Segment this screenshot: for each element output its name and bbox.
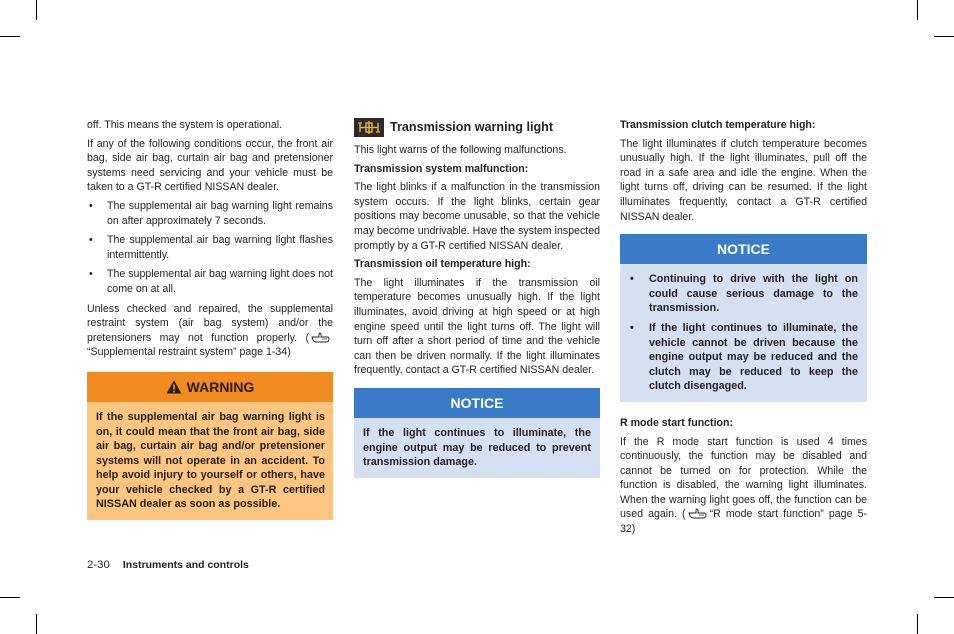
list-item: • The supplemental air bag warning light remains on after approximately 7 seconds. xyxy=(87,199,333,228)
subheading: R mode start function: xyxy=(620,416,733,429)
paragraph xyxy=(87,302,333,360)
section-title-text: Transmission warning light xyxy=(390,120,554,135)
bullet-list xyxy=(87,199,333,297)
paragraph: The light illuminates if the transmission oil temperature becomes unusually high. If the light illuminates, avoid driving at high speed or at high engine speed until the light turns off. The light will turn off after a short period of time and the vehicle can then be driven normally. If the light illuminates frequently, contact a GT-R certified NISSAN dealer. xyxy=(354,276,600,377)
column-left xyxy=(87,118,333,520)
list-item: • The supplemental air bag warning light flashes intermittently. xyxy=(87,233,333,262)
paragraph: The light blinks if a malfunction in the transmission system occurs. If the light blinks, certain gear positions may become unusable, so that the vehicle may become undrivable. Have the system inspected promptly by a GT-R certified NISSAN dealer. xyxy=(354,181,600,252)
page-footer xyxy=(87,559,249,571)
paragraph-text: Unless checked and repaired, the supplemental restraint system (air bag system) and/or the pretensioners may not function properly. ( xyxy=(87,302,333,344)
warning-body: If the supplemental air bag warning light is on, it could mean that the front air bag, side air bag, curtain air bag and/or pretensioner systems will not operate in an accident. To help avoid injury to yourself or others, have your vehicle checked by a GT-R certified NISSAN dealer as soon as possible. xyxy=(87,402,333,520)
notice-box xyxy=(620,234,867,402)
warning-triangle-icon xyxy=(166,380,182,394)
reference-hand-icon xyxy=(688,507,708,519)
notice-box xyxy=(354,388,600,478)
notice-body xyxy=(620,264,867,402)
warning-title: WARNING xyxy=(186,378,255,395)
warning-header xyxy=(87,372,333,402)
subheading: Transmission oil temperature high: xyxy=(354,258,531,271)
paragraph: This light warns of the following malfunctions. xyxy=(354,144,567,156)
reference-hand-icon xyxy=(311,331,331,343)
column-middle xyxy=(354,118,600,478)
paragraph: The light illuminates if clutch temperature becomes unusually high. If the light illuminates, pull off the road in a safe area and idle the engine. When the light turns off, driving can be resumed. If the light illuminates frequently, contact a GT-R certified NISSAN dealer. xyxy=(620,137,867,223)
page-number: 2-30 xyxy=(87,559,110,571)
section-name: Instruments and controls xyxy=(122,559,249,571)
paragraph xyxy=(620,435,867,537)
notice-header: NOTICE xyxy=(354,388,600,418)
paragraph: off. This means the system is operational. xyxy=(87,119,283,131)
paragraph-text: If the R mode start function is used 4 times continuously, the function may be disabled and cannot be turned on for protection. While the function is disabled, the warning light illuminates. When the warning light goes off, the function can be used again. ( xyxy=(620,435,867,521)
paragraph-text: “R mode start function” page 5-32) xyxy=(620,508,867,536)
section-title xyxy=(354,118,600,137)
warning-box xyxy=(87,372,333,520)
notice-text: If the light continues to illuminate, the engine output may be reduced to prevent transmission damage. xyxy=(363,426,591,469)
paragraph-text: “Supplemental restraint system” page 1-34) xyxy=(87,346,291,359)
list-item: • The supplemental air bag warning light does not come on at all. xyxy=(87,267,333,296)
paragraph: If any of the following conditions occur, the front air bag, side air bag, curtain air bag and pretensioner systems need servicing and your vehicle must be taken to a GT-R certified NISSAN dealer. xyxy=(87,137,333,194)
notice-header: NOTICE xyxy=(620,234,867,264)
notice-list xyxy=(629,272,858,394)
subheading: Transmission clutch temperature high: xyxy=(620,119,816,131)
subheading: Transmission system malfunction: xyxy=(354,162,529,175)
transmission-warning-icon xyxy=(354,118,384,137)
list-item: • Continuing to drive with the light on could cause serious damage to the transmission. xyxy=(629,272,858,316)
list-item: • If the light continues to illuminate, the vehicle cannot be driven because the engine output may be reduced and the clutch may be reduced to keep the clutch disengaged. xyxy=(629,321,858,394)
notice-body xyxy=(354,418,600,478)
column-right xyxy=(620,118,867,541)
